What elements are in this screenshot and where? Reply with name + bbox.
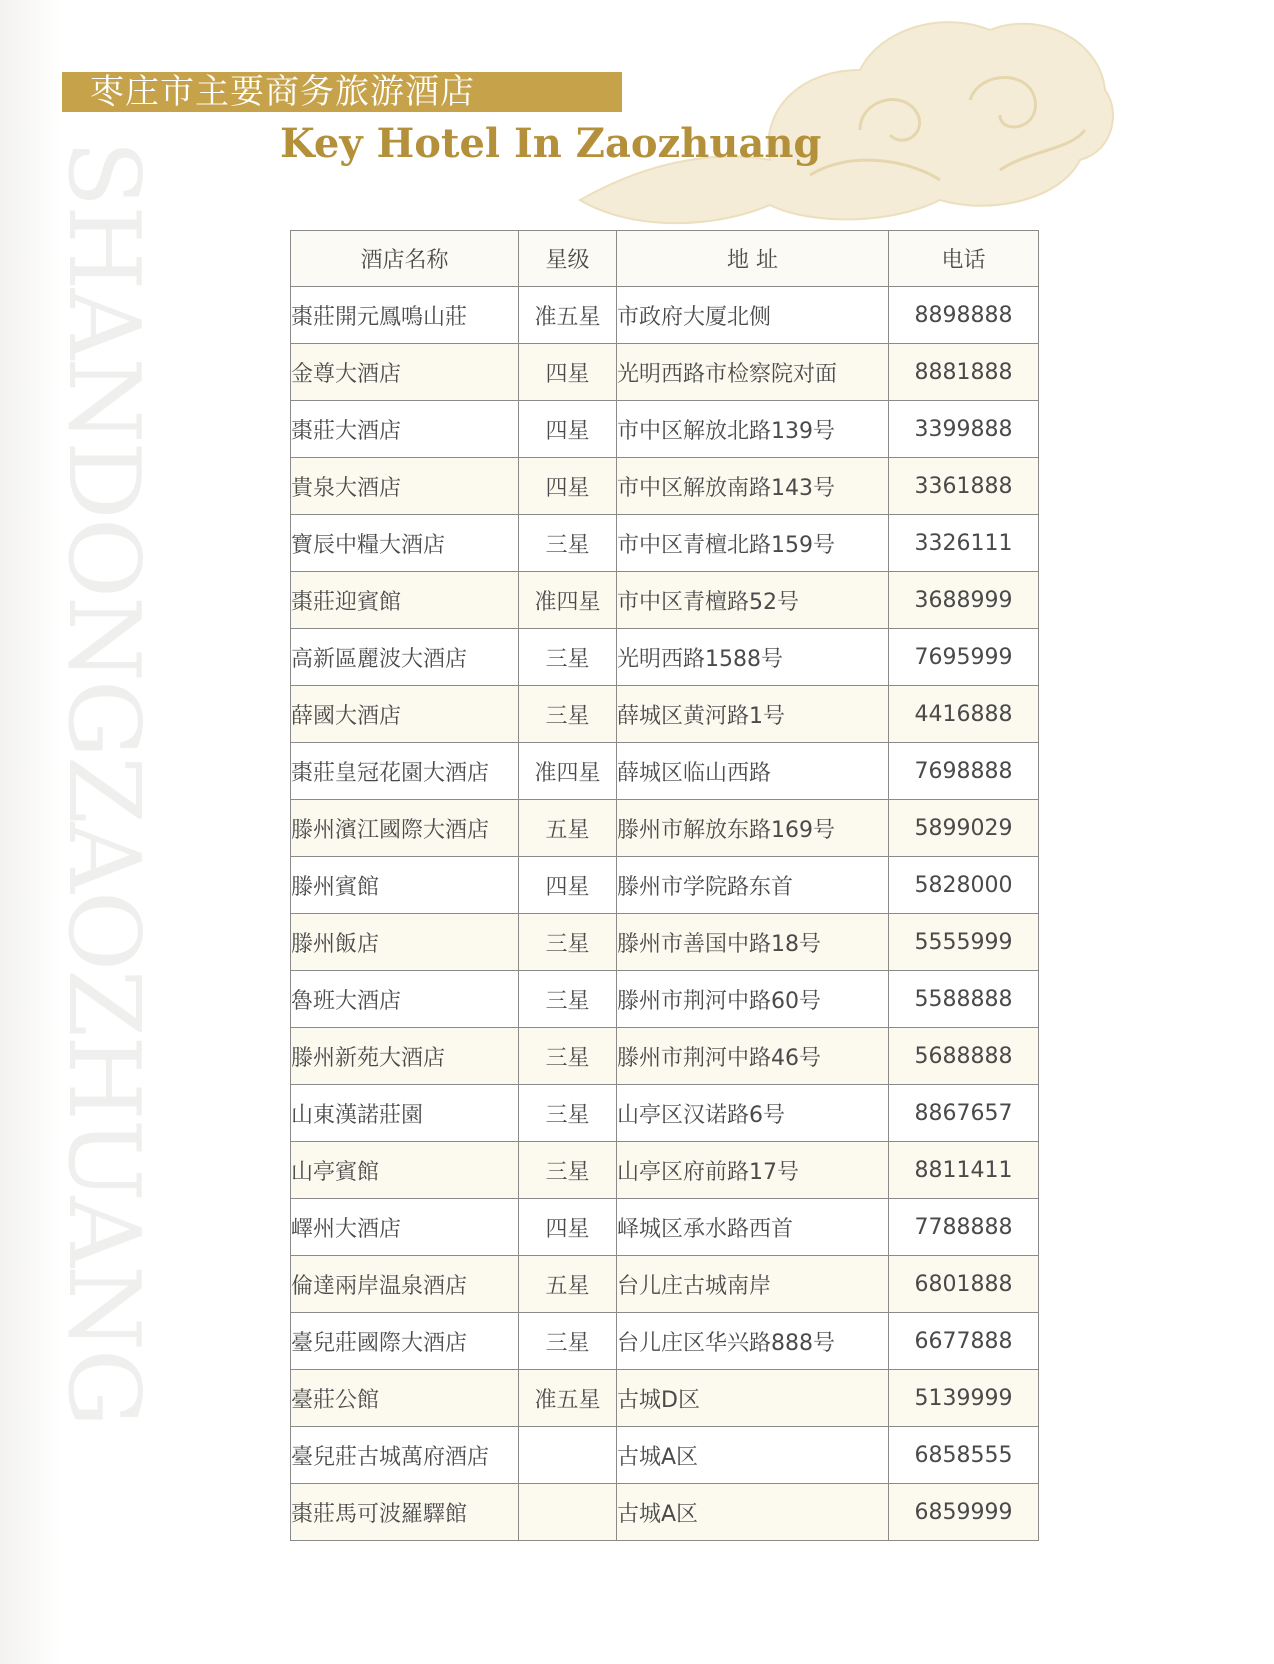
hotel-address: 市中区青檀路52号 bbox=[617, 572, 889, 629]
hotel-name: 棗莊皇冠花園大酒店 bbox=[291, 743, 519, 800]
hotel-stars: 三星 bbox=[519, 971, 617, 1028]
hotel-phone: 7695999 bbox=[889, 629, 1039, 686]
hotel-phone: 7788888 bbox=[889, 1199, 1039, 1256]
table-row bbox=[291, 1484, 1039, 1541]
hotel-address: 市中区青檀北路159号 bbox=[617, 515, 889, 572]
hotel-stars: 三星 bbox=[519, 1085, 617, 1142]
hotel-name: 棗莊開元鳳鳴山莊 bbox=[291, 287, 519, 344]
table-row bbox=[291, 857, 1039, 914]
table-row bbox=[291, 287, 1039, 344]
hotel-name: 滕州新苑大酒店 bbox=[291, 1028, 519, 1085]
hotel-name: 高新區麗波大酒店 bbox=[291, 629, 519, 686]
hotel-address: 滕州市荆河中路46号 bbox=[617, 1028, 889, 1085]
hotel-address: 山亭区府前路17号 bbox=[617, 1142, 889, 1199]
table-row bbox=[291, 1199, 1039, 1256]
hotel-phone: 5688888 bbox=[889, 1028, 1039, 1085]
table-row bbox=[291, 800, 1039, 857]
hotel-name: 山亭賓館 bbox=[291, 1142, 519, 1199]
table-row bbox=[291, 344, 1039, 401]
hotel-address: 市政府大厦北侧 bbox=[617, 287, 889, 344]
hotel-phone: 7698888 bbox=[889, 743, 1039, 800]
hotel-name: 滕州飯店 bbox=[291, 914, 519, 971]
hotel-stars: 三星 bbox=[519, 686, 617, 743]
hotel-phone: 5555999 bbox=[889, 914, 1039, 971]
hotel-address: 薛城区临山西路 bbox=[617, 743, 889, 800]
hotel-address: 古城A区 bbox=[617, 1427, 889, 1484]
page-title-cn: 枣庄市主要商务旅游酒店 bbox=[62, 72, 622, 112]
hotel-stars: 三星 bbox=[519, 914, 617, 971]
hotel-name: 薛國大酒店 bbox=[291, 686, 519, 743]
hotel-name: 臺兒莊古城萬府酒店 bbox=[291, 1427, 519, 1484]
header-phone: 电话 bbox=[889, 231, 1039, 287]
hotel-address: 台儿庄区华兴路888号 bbox=[617, 1313, 889, 1370]
hotel-phone: 6858555 bbox=[889, 1427, 1039, 1484]
table-row bbox=[291, 629, 1039, 686]
hotel-phone: 3361888 bbox=[889, 458, 1039, 515]
hotel-name: 貴泉大酒店 bbox=[291, 458, 519, 515]
hotel-name: 棗莊大酒店 bbox=[291, 401, 519, 458]
hotel-name: 金尊大酒店 bbox=[291, 344, 519, 401]
header-address: 地 址 bbox=[617, 231, 889, 287]
hotel-name: 臺兒莊國際大酒店 bbox=[291, 1313, 519, 1370]
hotel-phone: 8898888 bbox=[889, 287, 1039, 344]
hotel-phone: 8867657 bbox=[889, 1085, 1039, 1142]
hotel-name: 棗莊馬可波羅驛館 bbox=[291, 1484, 519, 1541]
hotel-phone: 3688999 bbox=[889, 572, 1039, 629]
hotel-phone: 3399888 bbox=[889, 401, 1039, 458]
hotel-stars: 三星 bbox=[519, 1313, 617, 1370]
hotel-name: 嶧州大酒店 bbox=[291, 1199, 519, 1256]
hotel-name: 滕州賓館 bbox=[291, 857, 519, 914]
hotel-stars bbox=[519, 1484, 617, 1541]
table-row bbox=[291, 1085, 1039, 1142]
hotel-stars: 准五星 bbox=[519, 287, 617, 344]
hotel-phone: 8811411 bbox=[889, 1142, 1039, 1199]
table-row bbox=[291, 743, 1039, 800]
hotel-address: 市中区解放南路143号 bbox=[617, 458, 889, 515]
hotel-stars: 三星 bbox=[519, 629, 617, 686]
hotel-address: 古城D区 bbox=[617, 1370, 889, 1427]
table-row bbox=[291, 971, 1039, 1028]
hotel-name: 臺莊公館 bbox=[291, 1370, 519, 1427]
hotel-stars: 四星 bbox=[519, 458, 617, 515]
hotel-stars: 五星 bbox=[519, 800, 617, 857]
hotel-stars: 四星 bbox=[519, 344, 617, 401]
hotel-stars: 三星 bbox=[519, 1142, 617, 1199]
hotel-stars: 五星 bbox=[519, 1256, 617, 1313]
table-row bbox=[291, 572, 1039, 629]
header-stars: 星级 bbox=[519, 231, 617, 287]
hotel-phone: 6677888 bbox=[889, 1313, 1039, 1370]
table-row bbox=[291, 1256, 1039, 1313]
hotel-address: 薛城区黄河路1号 bbox=[617, 686, 889, 743]
hotel-address: 滕州市学院路东首 bbox=[617, 857, 889, 914]
hotel-phone: 6801888 bbox=[889, 1256, 1039, 1313]
hotel-stars: 三星 bbox=[519, 515, 617, 572]
hotel-stars bbox=[519, 1427, 617, 1484]
hotel-phone: 3326111 bbox=[889, 515, 1039, 572]
table-header-row bbox=[291, 231, 1039, 287]
hotel-phone: 5828000 bbox=[889, 857, 1039, 914]
hotel-stars: 四星 bbox=[519, 1199, 617, 1256]
hotel-address: 滕州市善国中路18号 bbox=[617, 914, 889, 971]
hotel-address: 古城A区 bbox=[617, 1484, 889, 1541]
hotel-stars: 准四星 bbox=[519, 743, 617, 800]
hotel-address: 滕州市解放东路169号 bbox=[617, 800, 889, 857]
hotel-name: 棗莊迎賓館 bbox=[291, 572, 519, 629]
hotel-phone: 5588888 bbox=[889, 971, 1039, 1028]
hotel-name: 滕州濱江國際大酒店 bbox=[291, 800, 519, 857]
hotel-stars: 四星 bbox=[519, 857, 617, 914]
hotel-address: 山亭区汉诺路6号 bbox=[617, 1085, 889, 1142]
hotel-name: 寶辰中糧大酒店 bbox=[291, 515, 519, 572]
hotel-name: 山東漢諾莊園 bbox=[291, 1085, 519, 1142]
hotel-address: 市中区解放北路139号 bbox=[617, 401, 889, 458]
table-row bbox=[291, 458, 1039, 515]
hotel-stars: 准五星 bbox=[519, 1370, 617, 1427]
table-row bbox=[291, 1370, 1039, 1427]
table-row bbox=[291, 1028, 1039, 1085]
table-row bbox=[291, 1313, 1039, 1370]
table-row bbox=[291, 686, 1039, 743]
hotel-phone: 4416888 bbox=[889, 686, 1039, 743]
hotel-address: 光明西路市检察院对面 bbox=[617, 344, 889, 401]
watermark-text: SHANDONGZAOZHUANG bbox=[46, 140, 160, 1426]
hotel-stars: 三星 bbox=[519, 1028, 617, 1085]
table-row bbox=[291, 515, 1039, 572]
hotel-table bbox=[290, 230, 1039, 1541]
hotel-address: 光明西路1588号 bbox=[617, 629, 889, 686]
hotel-address: 台儿庄古城南岸 bbox=[617, 1256, 889, 1313]
header-hotel-name: 酒店名称 bbox=[291, 231, 519, 287]
hotel-address: 峄城区承水路西首 bbox=[617, 1199, 889, 1256]
hotel-stars: 准四星 bbox=[519, 572, 617, 629]
hotel-phone: 5899029 bbox=[889, 800, 1039, 857]
hotel-address: 滕州市荆河中路60号 bbox=[617, 971, 889, 1028]
page-title-en: Key Hotel In Zaozhuang bbox=[280, 120, 822, 167]
hotel-name: 倫達兩岸温泉酒店 bbox=[291, 1256, 519, 1313]
table-row bbox=[291, 914, 1039, 971]
hotel-stars: 四星 bbox=[519, 401, 617, 458]
hotel-phone: 5139999 bbox=[889, 1370, 1039, 1427]
hotel-phone: 8881888 bbox=[889, 344, 1039, 401]
hotel-name: 魯班大酒店 bbox=[291, 971, 519, 1028]
table-row bbox=[291, 1427, 1039, 1484]
table-row bbox=[291, 1142, 1039, 1199]
hotel-phone: 6859999 bbox=[889, 1484, 1039, 1541]
table-row bbox=[291, 401, 1039, 458]
